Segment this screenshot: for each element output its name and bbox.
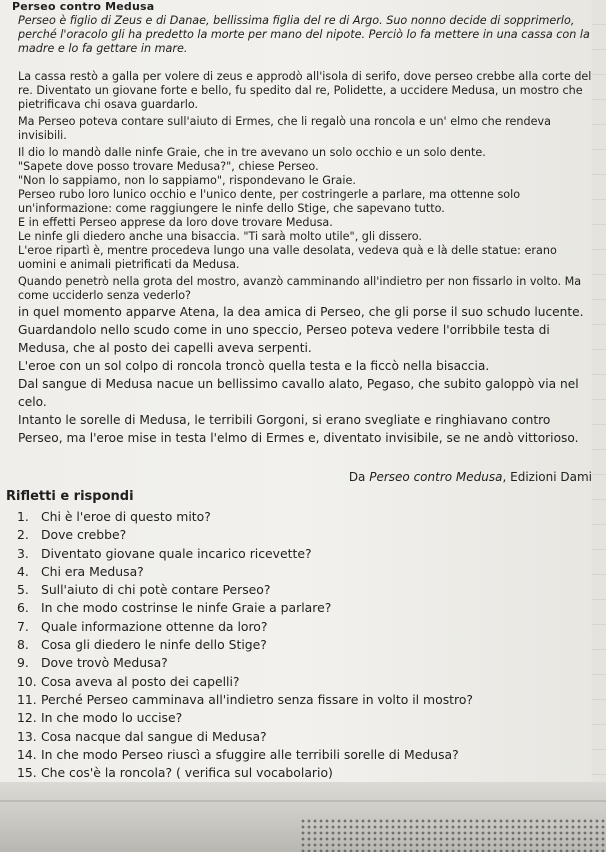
question-number: 11. — [17, 691, 37, 707]
story-paragraph: Perseo rubo loro lunico occhio e l'unico dente, per costringerle a parlare, ma ottenne solo un'informazione: come raggiungere le ninfe dello Stige, che sapevano tutto. — [18, 188, 521, 215]
question-item — [17, 508, 597, 526]
story-paragraph: Le ninfe gli diedero anche una bisaccia. "Ti sarà molto utile", gli dissero. — [18, 230, 422, 243]
question-item — [17, 599, 597, 617]
intro-paragraph: Perseo è figlio di Zeus e di Danae, bellissima figlia del re di Argo. Suo nonno decide di sopprimerlo, perché l'oracolo gli ha predetto la morte per mano del nipote. Perciò lo fa mettere in una cassa con la madre e lo fa gettare in mare. — [18, 14, 590, 55]
question-text: Quale informazione ottenne da loro? — [40, 618, 268, 634]
question-item — [17, 746, 597, 764]
question-number: 7. — [17, 618, 29, 634]
question-number: 10. — [17, 673, 37, 689]
source-title: Perseo contro Medusa — [369, 470, 503, 484]
question-text: Diventato giovane quale incarico ricevette? — [40, 545, 312, 561]
question-number: 9. — [17, 655, 29, 671]
question-number: 12. — [17, 710, 37, 726]
question-item — [17, 673, 597, 691]
question-item — [17, 709, 597, 727]
question-text: In che modo costrinse le ninfe Graie a parlare? — [40, 600, 332, 616]
question-number: 1. — [17, 509, 29, 524]
question-text: Dove trovò Medusa? — [40, 655, 168, 671]
question-number: 3. — [17, 545, 29, 561]
story-paragraph: "Sapete dove posso trovare Medusa?", chiese Perseo. — [18, 160, 319, 173]
question-number: 13. — [17, 728, 37, 744]
question-text: Dove crebbe? — [40, 527, 127, 543]
story-paragraph: in quel momento apparve Atena, la dea amica di Perseo, che gli porse il suo schudo lucente. Guardandolo nello scudo come in uno speccio, Perseo poteva vedere l'orribbile testa di Medusa, che al posto dei capelli aveva serpenti. — [18, 305, 584, 355]
question-item — [17, 581, 597, 599]
story-paragraph: Quando penetrò nella grota del mostro, avanzò camminando all'indietro per non fissarlo in volto. Ma come ucciderlo senza vederlo? — [18, 275, 582, 302]
question-text: Perché Perseo camminava all'indietro senza fissare in volto il mostro? — [40, 691, 474, 707]
question-number: 14. — [17, 746, 37, 762]
fold-line — [0, 800, 606, 802]
story-paragraph: Il dio lo mandò dalle ninfe Graie, che in tre avevano un solo occhio e un solo dente. — [18, 146, 486, 159]
dotted-pattern — [300, 818, 606, 852]
question-list — [17, 508, 597, 782]
source-citation — [349, 470, 592, 484]
question-text: Cosa gli diedero le ninfe dello Stige? — [40, 637, 267, 653]
source-prefix: Da — [348, 470, 370, 484]
story-paragraph: "Non lo sappiamo, non lo sappiamo", rispondevano le Graie. — [18, 174, 356, 187]
question-text: Cosa nacque dal sangue di Medusa? — [40, 728, 267, 744]
story-paragraph: L'eroe con un sol colpo di roncola troncò quella testa e la ficcò nella bisaccia. — [18, 359, 490, 373]
question-item — [17, 728, 597, 746]
question-item — [17, 526, 597, 544]
question-text: Che cos'è la roncola? ( verifica sul vocabolario) — [40, 765, 333, 781]
question-item — [17, 545, 597, 563]
exercise-heading: Rifletti e rispondi — [6, 489, 134, 504]
story-paragraph: L'eroe ripartì è, mentre procedeva lungo una valle desolata, vedeva quà e là delle statue: erano uomini e animali pietrificati da Medusa. — [18, 244, 557, 271]
story-paragraph: Intanto le sorelle di Medusa, le terribili Gorgoni, si erano svegliate e ringhiavano contro Perseo, ma l'eroe mise in testa l'elmo di Ermes e, diventato invisibile, se ne andò vittorioso. — [18, 413, 579, 445]
question-text: Chi è l'eroe di questo mito? — [40, 509, 211, 524]
source-publisher: , Edizioni Dami — [502, 470, 592, 484]
story-text — [18, 70, 598, 447]
question-number: 8. — [17, 637, 29, 653]
story-paragraph: Dal sangue di Medusa nacue un bellissimo cavallo alato, Pegaso, che subito galoppò via nel celo. — [18, 377, 579, 409]
document-title: Perseo contro Medusa — [12, 0, 155, 13]
question-number: 15. — [17, 765, 37, 781]
question-item — [17, 764, 597, 782]
question-item — [17, 563, 597, 581]
story-paragraph: E in effetti Perseo apprese da loro dove trovare Medusa. — [18, 216, 333, 229]
question-item — [17, 636, 597, 654]
question-text: In che modo lo uccise? — [40, 710, 183, 726]
question-number: 5. — [17, 582, 29, 598]
question-number: 4. — [17, 563, 29, 579]
question-text: Sull'aiuto di chi potè contare Perseo? — [40, 582, 271, 598]
question-text: Chi era Medusa? — [40, 563, 144, 579]
question-text: Cosa aveva al posto dei capelli? — [40, 673, 240, 689]
question-number: 6. — [17, 600, 29, 616]
story-paragraph: La cassa restò a galla per volere di zeus e approdò all'isola di serifo, dove perseo crebbe alla corte del re. Diventato un giovane forte e bello, fu spedito dal re, Polidette, a uccidere Medusa, un mostro che pietrificava chi osava guardarlo. — [18, 70, 592, 111]
question-number: 2. — [17, 527, 29, 543]
question-item — [17, 618, 597, 636]
question-item — [17, 654, 597, 672]
question-item — [17, 691, 597, 709]
question-text: In che modo Perseo riuscì a sfuggire alle terribili sorelle di Medusa? — [40, 746, 459, 762]
story-paragraph: Ma Perseo poteva contare sull'aiuto di Ermes, che li regalò una roncola e un' elmo che rendeva invisibili. — [18, 115, 551, 142]
